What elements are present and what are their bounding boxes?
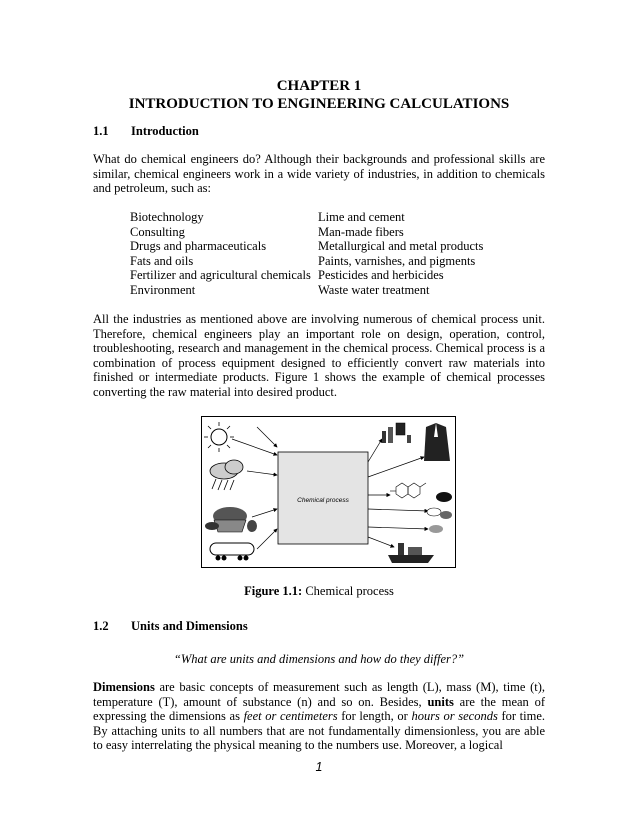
figure-caption: Figure 1.1: Chemical process [244,584,394,598]
section-title: Units and Dimensions [131,619,248,633]
section-heading-1-1 [93,124,199,139]
section-title: Introduction [131,124,199,138]
bottles-icon [382,423,411,443]
chemical-process-figure [201,416,456,568]
section-heading-1-2 [93,619,248,634]
pills-icon [427,492,452,533]
chapter-title: INTRODUCTION TO ENGINEERING CALCULATIONS [128,96,510,112]
list-item: Fertilizer and agricultural chemicals Pesticides and herbicides [130,268,444,283]
chapter-number: CHAPTER 1 [276,78,362,94]
section-number: 1.2 [93,619,109,633]
intro-paragraph: What do chemical engineers do? Although their backgrounds and professional skills are similar, chemical engineers work in a wide variety of industries, in addition to chemicals and petroleum, such as: [93,152,545,196]
rain-cloud-icon [210,460,243,490]
list-item: Consulting Man-made fibers [130,224,404,239]
list-item: Drugs and pharmaceuticals Metallurgical and metal products [130,239,484,254]
ship-icon [388,543,434,563]
process-diagram [202,417,455,567]
list-item: Environment Waste water treatment [130,282,430,297]
section-quote: “What are units and dimensions and how do they differ?” [173,652,465,666]
process-box-label: Chemical process [297,497,349,504]
list-item: Biotechnology Lime and cement [130,210,405,224]
molecule-icon [390,483,426,498]
industry-list [130,210,483,298]
sun-icon [204,422,234,452]
dimensions-paragraph: Dimensions are basic concepts of measurement such as length (L), mass (M), time (t), temperature (T), amount of substance (n) and so on. Besides, units are the mean of expressing the dimensions as feet or centimeters for length, or hours or seconds for time. By attaching units to all numbers that are not fundamentally dimensionless, you are able to easy interrelating the physical meaning to the numbers use. Moreover, a logical [93,680,546,753]
page-number: 1 [315,760,323,774]
section-number: 1.1 [93,124,109,138]
list-item: Fats and oils Paints, varnishes, and pigments [130,253,476,268]
process-paragraph: All the industries as mentioned above are involving numerous of chemical process unit. Therefore, chemical engineers play an important role on design, operation, control, troubleshooting, research and management in the chemical process. Chemical process is a combination of process equipment designed to efficiently convert raw materials into finished or intermediate products. Figure 1 shows the example of chemical processes converting the raw material into desired product. [93,312,545,399]
jacket-icon [424,423,450,461]
tank-car-icon [210,543,254,561]
produce-icon [205,507,257,532]
